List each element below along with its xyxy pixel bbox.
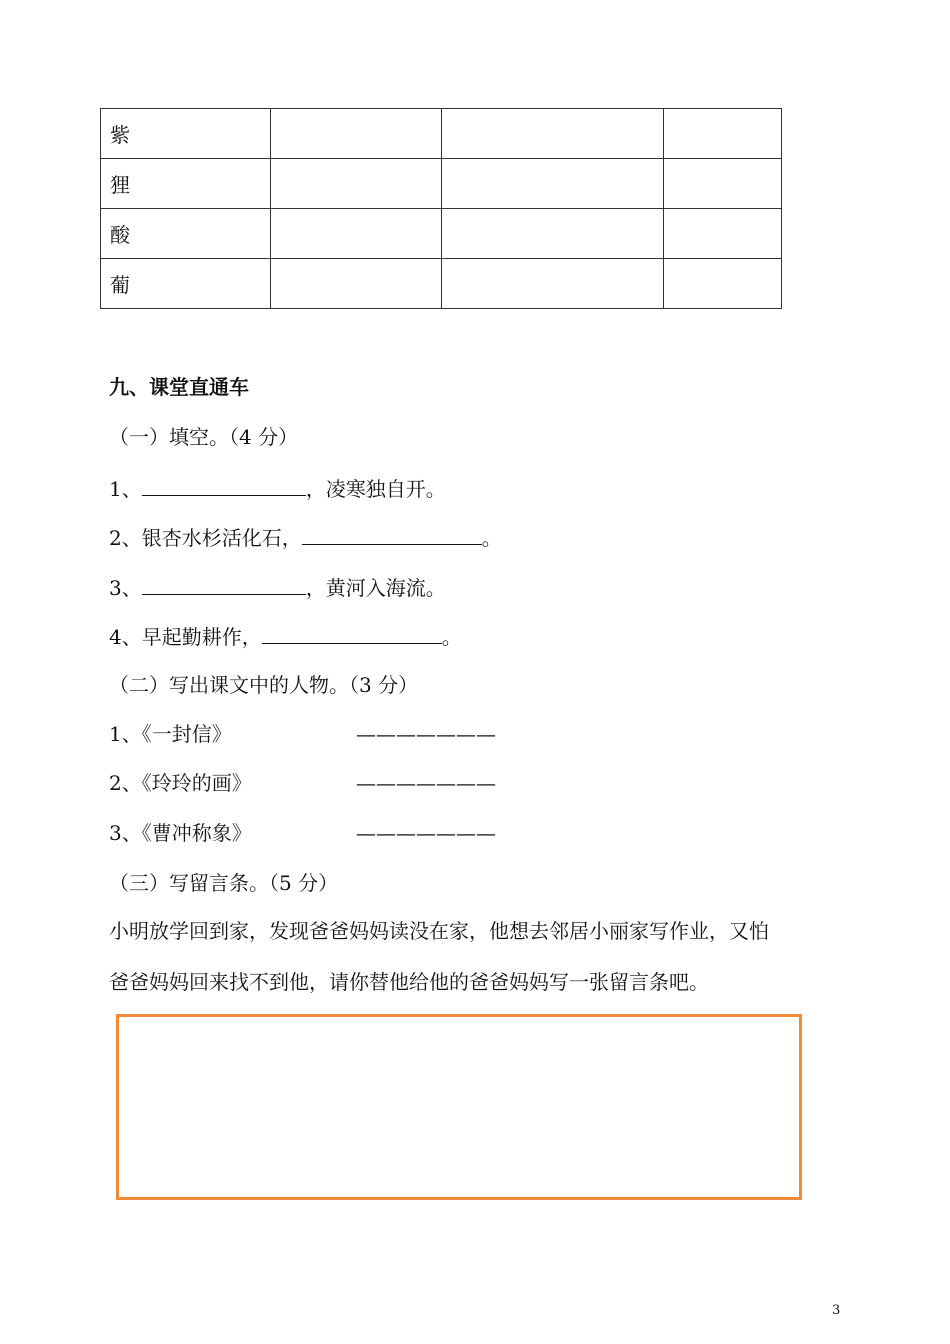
answer-dash-line[interactable]: ——————— [356,722,496,746]
fill-blank[interactable] [142,572,306,595]
fill-item-2 [109,522,502,552]
table-cell-char: 紫 [101,109,271,159]
table-row [101,109,782,159]
character-item-3 [109,819,709,847]
answer-cell[interactable] [271,209,442,259]
character-item-1 [109,720,709,748]
answer-cell[interactable] [664,259,782,309]
table-row [101,209,782,259]
lesson-title: 1、《一封信》 [109,722,232,746]
fill-item-3 [109,572,446,602]
fill-prefix: 4、早起勤耕作， [109,625,262,649]
part3-title: （三）写留言条。（5 分） [109,871,339,895]
character-item-2 [109,769,709,797]
fill-suffix: ，黄河入海流。 [305,576,446,600]
part1-title: （一）填空。（4 分） [109,425,299,449]
fill-prefix: 1、 [109,477,142,501]
fill-item-1 [109,473,446,503]
prompt-line-2: 爸爸妈妈回来找不到他，请你替他给他的爸爸妈妈写一张留言条吧。 [109,970,709,994]
fill-suffix: 。 [441,625,462,649]
fill-suffix: ，凌寒独自开。 [305,477,446,501]
table-cell-char: 葡 [101,259,271,309]
answer-cell[interactable] [271,159,442,209]
answer-dash-line[interactable]: ——————— [356,771,496,795]
table-cell-char: 狸 [101,159,271,209]
fill-prefix: 3、 [109,576,142,600]
answer-cell[interactable] [442,159,664,209]
section-heading: 九、课堂直通车 [109,375,249,399]
answer-cell[interactable] [442,209,664,259]
character-table [100,108,782,309]
fill-blank[interactable] [302,522,482,545]
fill-blank[interactable] [262,621,442,644]
prompt-line-1: 小明放学回到家，发现爸爸妈妈读没在家，他想去邻居小丽家写作业，又怕 [109,919,769,943]
answer-cell[interactable] [271,109,442,159]
table-cell-char: 酸 [101,209,271,259]
answer-cell[interactable] [271,259,442,309]
answer-dash-line[interactable]: ——————— [356,821,496,845]
answer-cell[interactable] [664,109,782,159]
answer-cell[interactable] [442,259,664,309]
fill-item-4 [109,621,462,651]
table-row [101,259,782,309]
lesson-title: 3、《曹冲称象》 [109,821,252,845]
part2-title: （二）写出课文中的人物。（3 分） [109,673,419,697]
page-number: 3 [832,1303,841,1318]
table-row [101,159,782,209]
fill-suffix: 。 [481,526,502,550]
lesson-title: 2、《玲玲的画》 [109,771,252,795]
fill-blank[interactable] [142,473,306,496]
answer-cell[interactable] [442,109,664,159]
message-note-answer-box[interactable] [116,1014,802,1200]
answer-cell[interactable] [664,209,782,259]
answer-cell[interactable] [664,159,782,209]
fill-prefix: 2、银杏水杉活化石， [109,526,302,550]
